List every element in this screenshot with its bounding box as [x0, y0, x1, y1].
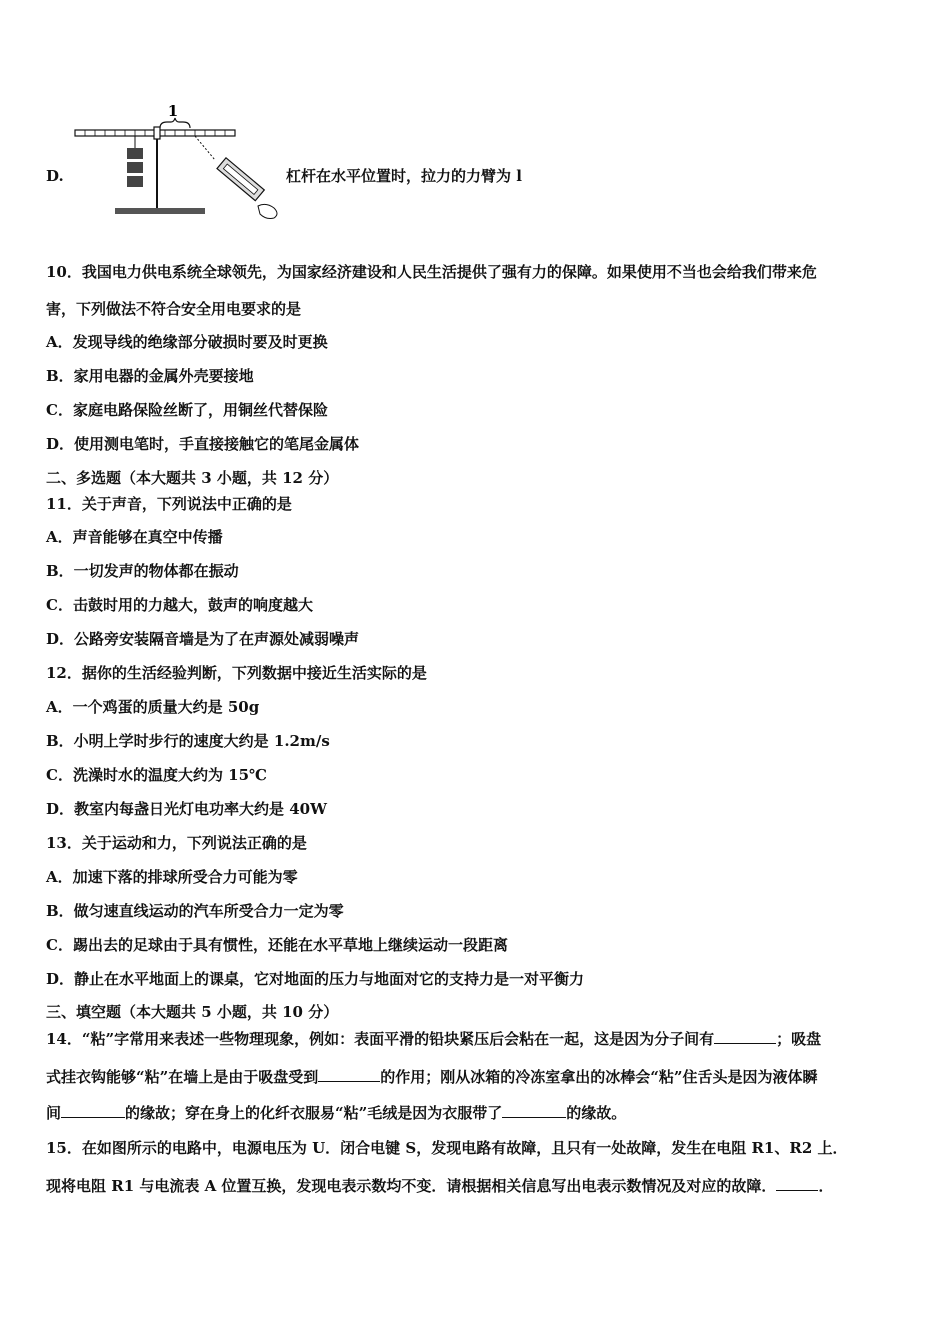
q14-line1-text-b: ；吸盘: [776, 1030, 822, 1048]
q11-stem: 11．关于声音，下列说法中正确的是: [46, 495, 292, 513]
q13-option-a: A．加速下落的排球所受合力可能为零: [46, 868, 298, 886]
q10-stem-line1: 10．我国电力供电系统全球领先，为国家经济建设和人民生活提供了强有力的保障。如果使用不当也会给我们带来危: [46, 263, 817, 281]
q13-option-d: D．静止在水平地面上的课桌，它对地面的压力与地面对它的支持力是一对平衡力: [46, 970, 585, 988]
q14-line3-text-b: 的缘故；穿在身上的化纤衣服易“粘”毛绒是因为衣服带了: [125, 1104, 503, 1122]
q15-line1: 15．在如图所示的电路中，电源电压为 U．闭合电键 S，发现电路有故障，且只有一处故障，发生在电阻 R1、R2 上．: [46, 1139, 848, 1157]
q12-option-d: D．教室内每盏日光灯电功率大约是 40W: [46, 800, 327, 818]
section-2-heading: 二、多选题（本大题共 3 小题，共 12 分）: [46, 469, 339, 487]
q15-blank[interactable]: [776, 1176, 818, 1191]
q12-option-a: A．一个鸡蛋的质量大约是 50g: [46, 698, 260, 716]
q10-option-c: C．家庭电路保险丝断了，用铜丝代替保险: [46, 401, 328, 419]
q14-line1-text-a: 14．“粘”字常用来表述一些物理现象，例如：表面平滑的铅块紧压后会粘在一起，这是因为分子间有: [46, 1030, 715, 1048]
q14-line3-text-a: 间: [46, 1104, 62, 1122]
q15-line2-text: 现将电阻 R1 与电流表 A 位置互换，发现电表示数均不变．请根据相关信息写出电表示数情况及对应的故障．: [46, 1177, 777, 1195]
q15-line2: [46, 1176, 833, 1196]
lever-arm-label: 1: [167, 102, 179, 120]
q13-stem: 13．关于运动和力，下列说法正确的是: [46, 834, 307, 852]
q11-option-c: C．击鼓时用的力越大，鼓声的响度越大: [46, 596, 313, 614]
q11-option-b: B．一切发声的物体都在振动: [46, 562, 239, 580]
q12-stem: 12．据你的生活经验判断，下列数据中接近生活实际的是: [46, 664, 427, 682]
q10-option-b: B．家用电器的金属外壳要接地: [46, 367, 254, 385]
q9-option-d-label: D.: [46, 167, 64, 185]
q14-line2: [46, 1067, 818, 1087]
lever-diagram-svg: [70, 100, 290, 220]
lever-figure: [70, 100, 290, 224]
q14-blank-4[interactable]: [502, 1103, 566, 1118]
q11-option-a: A．声音能够在真空中传播: [46, 528, 223, 546]
q14-line3-text-c: 的缘故。: [566, 1104, 627, 1122]
q14-line2-text-a: 式挂衣钩能够“粘”在墙上是由于吸盘受到: [46, 1068, 319, 1086]
q10-option-a: A．发现导线的绝缘部分破损时要及时更换: [46, 333, 328, 351]
q10-option-d: D．使用测电笔时，手直接接触它的笔尾金属体: [46, 435, 360, 453]
q14-blank-3[interactable]: [61, 1103, 125, 1118]
q14-blank-1[interactable]: [714, 1029, 776, 1044]
q10-stem-line2: 害，下列做法不符合安全用电要求的是: [46, 300, 302, 318]
q14-line3: [46, 1103, 626, 1123]
q12-option-c: C．洗澡时水的温度大约为 15℃: [46, 766, 268, 784]
q14-line2-text-b: 的作用；刚从冰箱的冷冻室拿出的冰棒会“粘”住舌头是因为液体瞬: [380, 1068, 818, 1086]
section-3-heading: 三、填空题（本大题共 5 小题，共 10 分）: [46, 1003, 339, 1021]
q15-line2-end: ．: [818, 1177, 834, 1195]
q9-option-d-text: 杠杆在水平位置时，拉力的力臂为 l: [286, 167, 522, 185]
q13-option-b: B．做匀速直线运动的汽车所受合力一定为零: [46, 902, 344, 920]
q12-option-b: B．小明上学时步行的速度大约是 1.2m/s: [46, 732, 330, 750]
q13-option-c: C．踢出去的足球由于具有惯性，还能在水平草地上继续运动一段距离: [46, 936, 508, 954]
q14-line1: [46, 1029, 821, 1049]
q14-blank-2[interactable]: [318, 1067, 380, 1082]
q11-option-d: D．公路旁安装隔音墙是为了在声源处减弱噪声: [46, 630, 360, 648]
